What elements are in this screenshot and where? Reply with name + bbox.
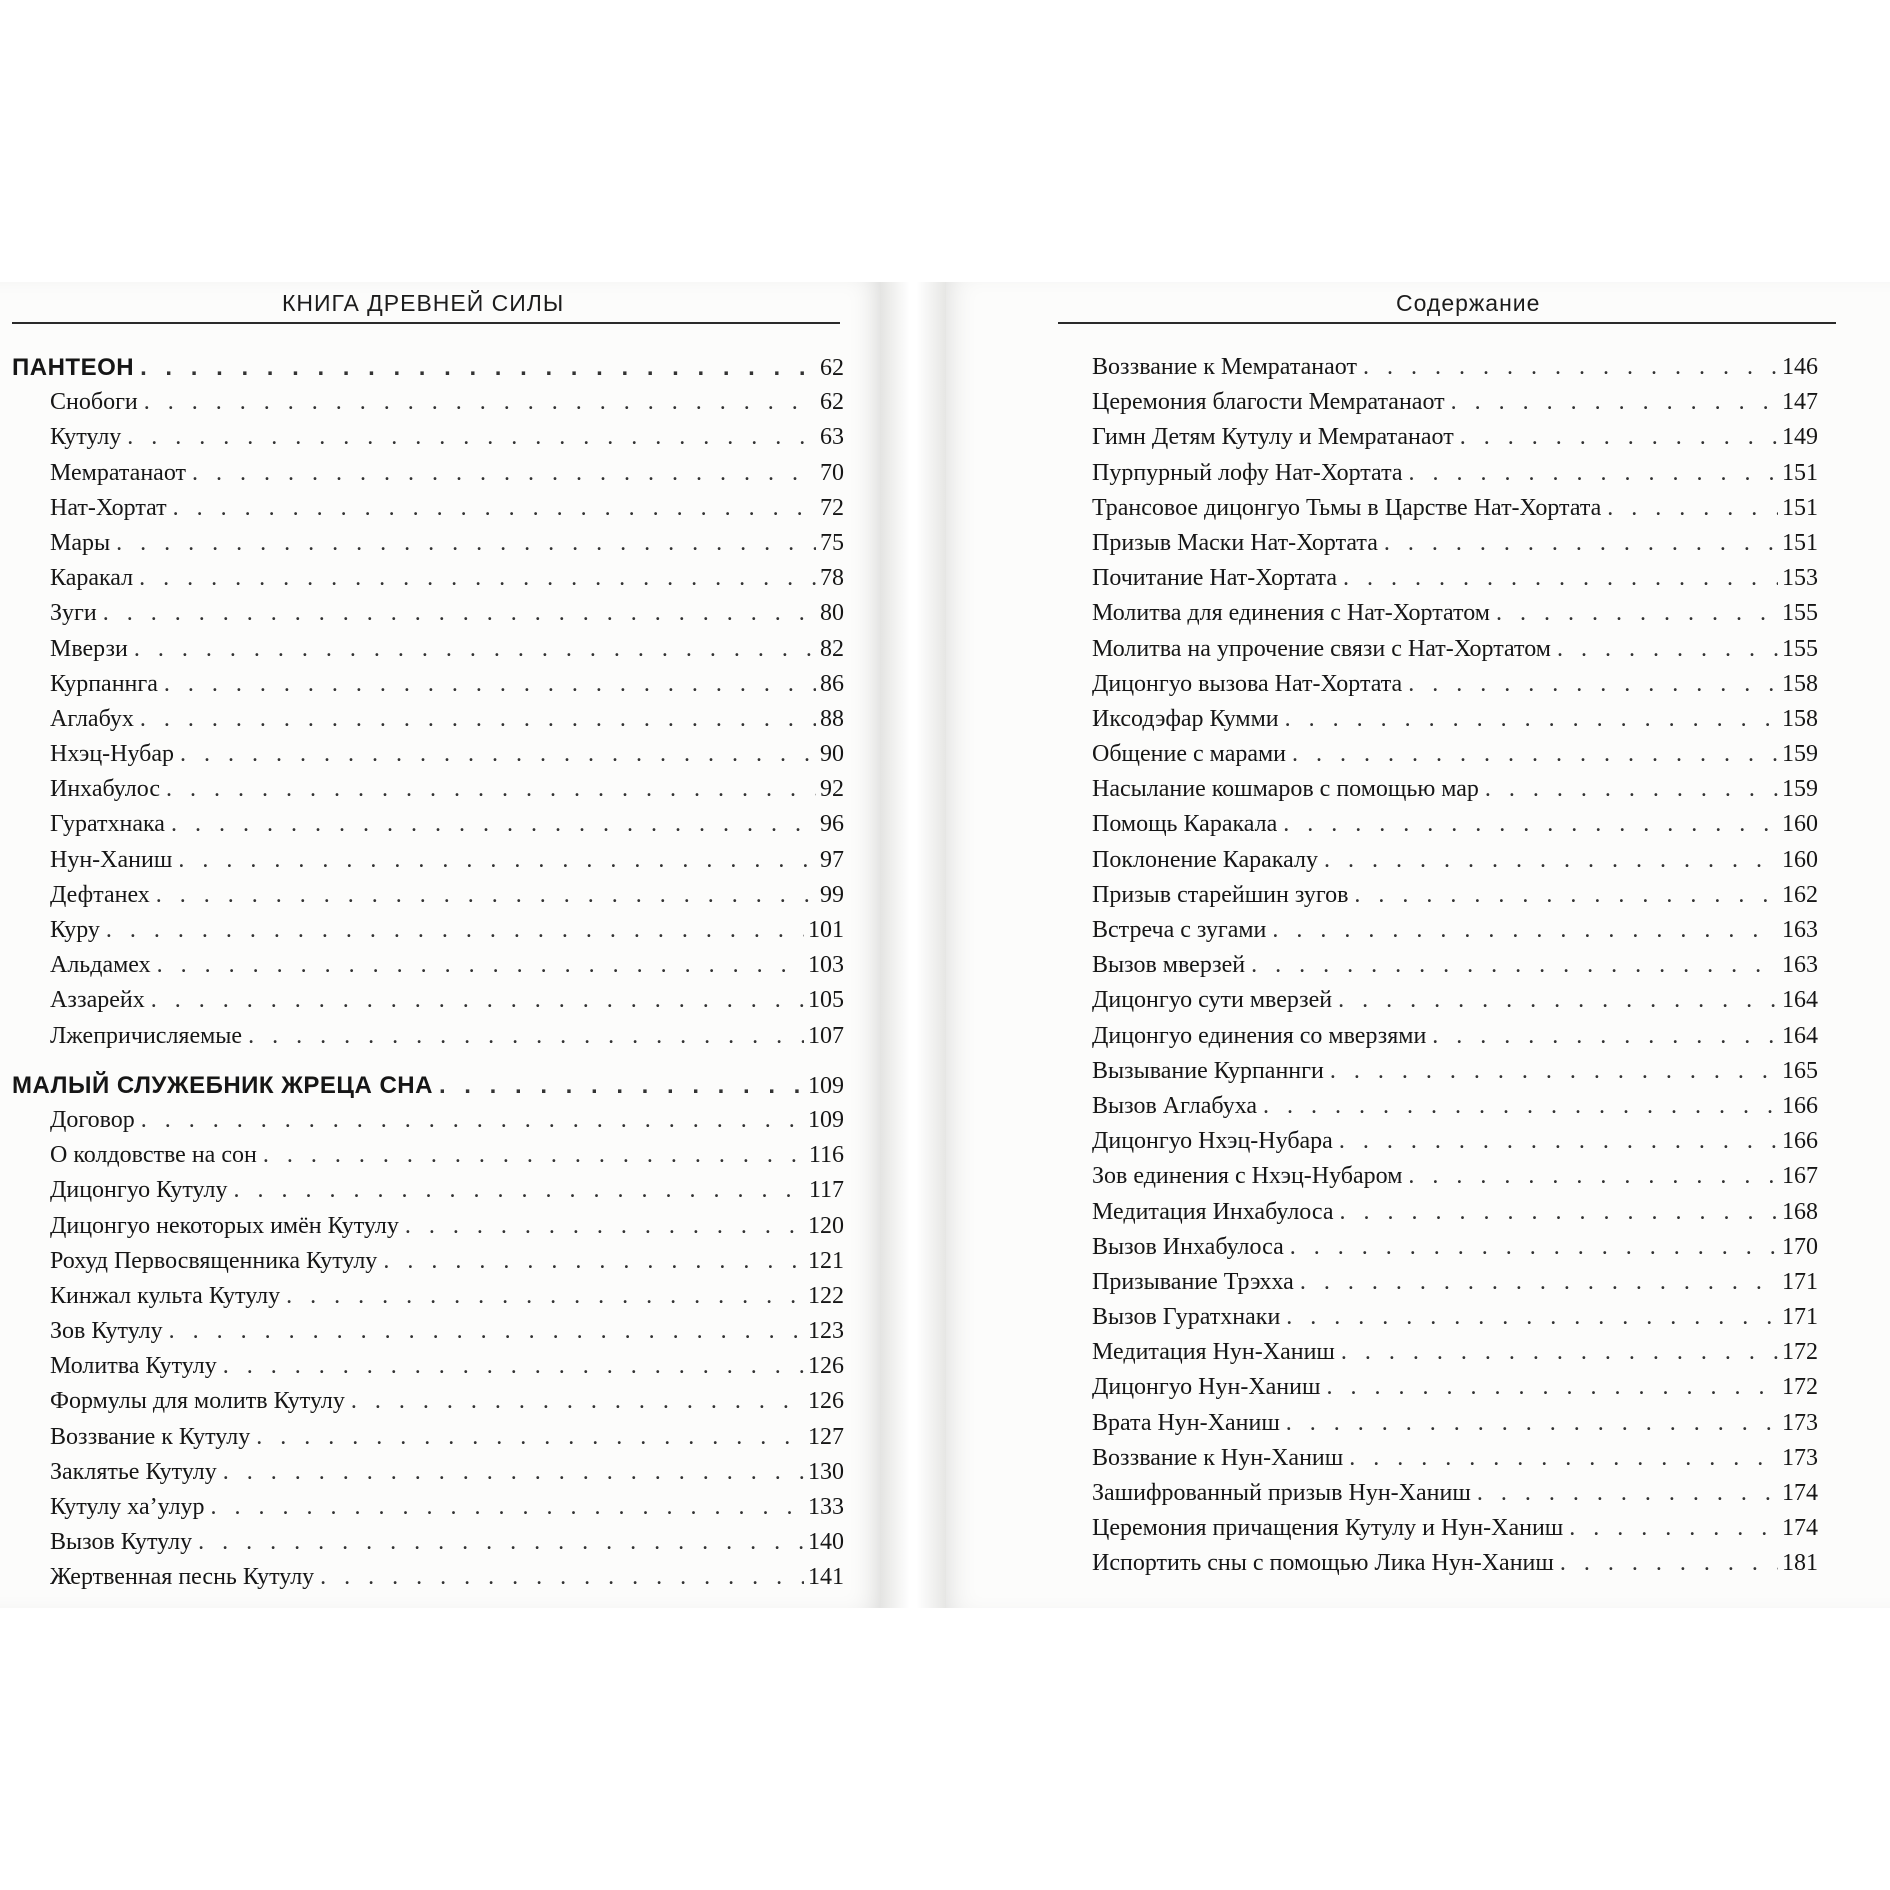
toc-entry[interactable] — [12, 561, 844, 596]
toc-entry-title: Молитва для единения с Нат-Хортатом — [1092, 600, 1490, 627]
toc-entry-title: Дицонгуо сути мверзей — [1092, 987, 1333, 1014]
toc-entry-title: Аглабух — [50, 705, 134, 732]
toc-page-number: 172 — [1782, 1339, 1818, 1366]
left-running-head: КНИГА ДРЕВНЕЙ СИЛЫ — [282, 290, 565, 316]
toc-entry[interactable] — [1092, 1089, 1818, 1124]
dot-leader — [151, 983, 804, 1018]
dot-leader — [1326, 1370, 1778, 1405]
toc-page-number: 127 — [808, 1423, 844, 1450]
toc-entry-title: Иксодэфар Кумми — [1092, 705, 1279, 732]
dot-leader — [1569, 1511, 1778, 1546]
dot-leader — [157, 948, 804, 983]
toc-page-number: 62 — [820, 389, 844, 416]
dot-leader — [139, 561, 816, 596]
toc-page-number: 126 — [808, 1353, 844, 1380]
toc-entry-title: Дицонгуо вызова Нат-Хортата — [1092, 670, 1403, 697]
dot-leader — [173, 491, 816, 526]
toc-page-number: 163 — [1782, 917, 1818, 943]
toc-entry[interactable] — [12, 1560, 844, 1595]
dot-leader — [1286, 1300, 1778, 1335]
toc-entry-title: Вызов Аглабуха — [1092, 1092, 1258, 1119]
dot-leader — [134, 632, 816, 667]
toc-entry-title: Кинжал культа Кутулу — [50, 1282, 281, 1309]
dot-leader — [116, 526, 816, 561]
toc-entry-title: Дицонгуо единения со мверзями — [1092, 1022, 1427, 1049]
left-table-of-contents — [12, 350, 844, 1596]
toc-page-number: 109 — [808, 1072, 844, 1099]
toc-page-number: 107 — [808, 1022, 844, 1049]
toc-entry-title: Дицонгуо Нхэц-Нубара — [1092, 1128, 1333, 1155]
toc-page-number: 151 — [1782, 529, 1818, 556]
toc-page-number: 181 — [1782, 1550, 1818, 1577]
dot-leader — [211, 1490, 804, 1525]
toc-entry-title: ПАНТЕОН — [12, 354, 135, 381]
toc-entry[interactable] — [12, 913, 844, 948]
dot-leader — [1339, 1124, 1778, 1159]
toc-entry[interactable] — [12, 772, 844, 807]
toc-page-number: 164 — [1782, 1022, 1818, 1049]
toc-entry-title: Зов единения с Нхэц-Нубаром — [1092, 1163, 1403, 1190]
toc-page-number: 86 — [820, 670, 844, 697]
toc-entry-title: Гуратхнака — [50, 811, 165, 838]
toc-entry-title: Договор — [50, 1106, 135, 1133]
toc-page-number: 75 — [820, 529, 844, 556]
toc-entry-title: Молитва на упрочение связи с Нат-Хортатом — [1092, 635, 1551, 662]
dot-leader — [1477, 1476, 1778, 1511]
dot-leader — [1292, 737, 1778, 772]
toc-entry-title: Вызывание Курпаннги — [1092, 1057, 1324, 1084]
dot-leader — [1263, 1089, 1778, 1124]
dot-leader — [1432, 1019, 1778, 1054]
toc-entry[interactable] — [1092, 702, 1818, 737]
toc-entry[interactable] — [12, 807, 844, 842]
toc-page-number: 174 — [1782, 1515, 1818, 1542]
toc-entry-title: Мары — [50, 529, 111, 556]
toc-entry[interactable] — [1092, 1159, 1818, 1194]
toc-page-number: 146 — [1782, 354, 1818, 380]
toc-entry-title: Молитва Кутулу — [50, 1353, 217, 1380]
toc-entry[interactable] — [1092, 456, 1818, 491]
dot-leader — [1343, 561, 1778, 596]
toc-page-number: 82 — [820, 635, 844, 662]
toc-page-number: 172 — [1782, 1374, 1818, 1401]
dot-leader — [178, 843, 816, 878]
toc-entry[interactable] — [12, 1173, 844, 1208]
book-gutter — [880, 282, 946, 1608]
dot-leader — [1557, 632, 1778, 667]
toc-page-number: 165 — [1782, 1057, 1818, 1084]
toc-entry[interactable] — [12, 737, 844, 772]
toc-page-number: 158 — [1782, 705, 1818, 732]
toc-entry[interactable] — [1092, 1054, 1818, 1089]
toc-entry[interactable] — [12, 948, 844, 983]
toc-entry[interactable] — [1092, 1335, 1818, 1370]
toc-page-number: 105 — [808, 987, 844, 1014]
toc-page-number: 70 — [820, 459, 844, 486]
dot-leader — [103, 596, 816, 631]
toc-entry[interactable] — [1092, 1230, 1818, 1265]
toc-entry[interactable] — [12, 420, 844, 455]
toc-entry[interactable] — [12, 1138, 844, 1173]
toc-entry[interactable] — [12, 632, 844, 667]
dot-leader — [256, 1420, 804, 1455]
dot-leader — [106, 913, 804, 948]
toc-entry[interactable] — [1092, 561, 1818, 596]
dot-leader — [1384, 526, 1778, 561]
toc-entry[interactable] — [1092, 1441, 1818, 1476]
toc-page-number: 159 — [1782, 776, 1818, 803]
toc-entry-title: Жертвенная песнь Кутулу — [50, 1564, 315, 1591]
toc-entry-title: Мверзи — [50, 635, 128, 662]
dot-leader — [192, 456, 816, 491]
dot-leader — [263, 1138, 805, 1173]
toc-entry[interactable] — [12, 596, 844, 631]
toc-entry[interactable] — [12, 1244, 844, 1279]
dot-leader — [223, 1349, 804, 1384]
toc-entry[interactable] — [1092, 1546, 1818, 1581]
toc-page-number: 109 — [808, 1106, 844, 1133]
dot-leader — [1324, 843, 1778, 878]
dot-leader — [180, 737, 816, 772]
dot-leader — [1338, 983, 1778, 1018]
dot-leader — [1272, 913, 1778, 948]
toc-entry-title: Вызов Инхабулоса — [1092, 1233, 1284, 1260]
toc-entry-title: Кутулу ха’улур — [50, 1494, 205, 1520]
toc-entry-title: Трансовое дицонгуо Тьмы в Царстве Нат-Хортата — [1092, 494, 1602, 521]
toc-entry[interactable] — [12, 1019, 844, 1054]
toc-page-number: 173 — [1782, 1409, 1818, 1436]
toc-entry-title: Почитание Нат-Хортата — [1092, 565, 1337, 592]
toc-entry[interactable] — [12, 1525, 844, 1560]
dot-leader — [248, 1019, 804, 1054]
toc-section-heading[interactable] — [12, 350, 844, 385]
toc-page-number: 168 — [1782, 1198, 1818, 1225]
toc-page-number: 171 — [1782, 1268, 1818, 1295]
toc-entry-title: Дефтанех — [50, 881, 150, 908]
toc-entry-title: Зов Кутулу — [50, 1318, 163, 1345]
toc-page-number: 149 — [1782, 424, 1818, 451]
toc-page-number: 167 — [1782, 1163, 1818, 1190]
toc-entry[interactable] — [12, 491, 844, 526]
toc-page-number: 170 — [1782, 1233, 1818, 1260]
toc-page-number: 155 — [1782, 600, 1818, 627]
toc-entry-title: Альдамех — [50, 952, 151, 979]
toc-entry[interactable] — [1092, 632, 1818, 667]
dot-leader — [1290, 1230, 1778, 1265]
toc-entry[interactable] — [12, 843, 844, 878]
left-header-rule — [12, 322, 840, 324]
toc-entry[interactable] — [1092, 737, 1818, 772]
toc-entry[interactable] — [1092, 596, 1818, 631]
dot-leader — [233, 1173, 804, 1208]
dot-leader — [1408, 1159, 1778, 1194]
toc-entry-title: Аззарейх — [50, 987, 145, 1014]
toc-entry-title: Дицонгуо Кутулу — [50, 1177, 228, 1204]
toc-entry[interactable] — [1092, 1370, 1818, 1405]
toc-page-number: 121 — [808, 1247, 844, 1274]
dot-leader — [286, 1279, 804, 1314]
toc-page-number: 126 — [808, 1388, 844, 1415]
toc-page-number: 159 — [1782, 741, 1818, 768]
toc-entry-title: Медитация Инхабулоса — [1092, 1198, 1334, 1225]
dot-leader — [1451, 385, 1778, 420]
dot-leader — [1341, 1335, 1778, 1370]
toc-entry[interactable] — [12, 1349, 844, 1384]
toc-entry[interactable] — [1092, 913, 1818, 948]
toc-entry-title: Заклятье Кутулу — [50, 1458, 217, 1485]
toc-page-number: 88 — [820, 705, 844, 732]
dot-leader — [1460, 420, 1778, 455]
dot-leader — [223, 1455, 804, 1490]
dot-leader — [439, 1068, 804, 1103]
toc-page-number: 78 — [820, 565, 844, 592]
toc-page-number: 80 — [820, 600, 844, 627]
toc-entry-title: Инхабулос — [50, 776, 160, 803]
toc-entry[interactable] — [1092, 983, 1818, 1018]
toc-page-number: 162 — [1782, 881, 1818, 908]
right-table-of-contents — [1092, 350, 1818, 1582]
dot-leader — [1349, 1441, 1778, 1476]
toc-entry-title: Воззвание к Нун-Ханиш — [1092, 1444, 1344, 1471]
toc-entry[interactable] — [1092, 1124, 1818, 1159]
toc-entry[interactable] — [1092, 1265, 1818, 1300]
toc-entry-title: Насылание кошмаров с помощью мар — [1092, 776, 1479, 803]
toc-entry[interactable] — [1092, 1195, 1818, 1230]
toc-entry[interactable] — [12, 1455, 844, 1490]
toc-entry[interactable] — [1092, 1476, 1818, 1511]
toc-entry[interactable] — [12, 526, 844, 561]
toc-page-number: 173 — [1782, 1444, 1818, 1471]
toc-entry-title: Лжепричисляемые — [50, 1022, 243, 1049]
toc-page-number: 164 — [1782, 987, 1818, 1014]
toc-page-number: 151 — [1782, 494, 1818, 521]
toc-page-number: 116 — [808, 1142, 844, 1169]
dot-leader — [405, 1209, 804, 1244]
toc-page-number: 160 — [1782, 811, 1818, 838]
toc-entry-title: Испортить сны с помощью Лика Нун-Ханиш — [1092, 1550, 1554, 1577]
toc-entry[interactable] — [12, 1384, 844, 1419]
toc-page-number: 130 — [808, 1458, 844, 1485]
toc-entry[interactable] — [12, 878, 844, 913]
dot-leader — [156, 878, 816, 913]
toc-entry[interactable] — [1092, 1406, 1818, 1441]
toc-page-number: 147 — [1782, 389, 1818, 416]
toc-page-number: 123 — [808, 1318, 844, 1345]
toc-entry[interactable] — [12, 1103, 844, 1138]
toc-page-number: 103 — [808, 952, 844, 979]
toc-page-number: 140 — [808, 1529, 844, 1556]
toc-page-number: 90 — [820, 741, 844, 768]
toc-entry[interactable] — [1092, 667, 1818, 702]
dot-leader — [1496, 596, 1778, 631]
dot-leader — [1560, 1546, 1778, 1581]
toc-entry-title: Призыв старейшин зугов — [1092, 881, 1349, 908]
toc-entry-title: Медитация Нун-Ханиш — [1092, 1339, 1335, 1366]
toc-entry-title: МАЛЫЙ СЛУЖЕБНИК ЖРЕЦА СНА — [12, 1071, 433, 1099]
toc-entry-title: Вызов мверзей — [1092, 952, 1246, 979]
toc-entry[interactable] — [1092, 1300, 1818, 1335]
toc-page-number: 174 — [1782, 1480, 1818, 1506]
dot-leader — [166, 772, 816, 807]
dot-leader — [127, 420, 816, 455]
toc-entry-title: Курпаннга — [50, 670, 158, 697]
toc-entry-title: Церемония причащения Кутулу и Нун-Ханиш — [1092, 1515, 1564, 1542]
toc-page-number: 166 — [1782, 1092, 1818, 1119]
dot-leader — [1485, 772, 1778, 807]
dot-leader — [1340, 1195, 1779, 1230]
dot-leader — [1283, 807, 1778, 842]
dot-leader — [1607, 491, 1778, 526]
toc-entry[interactable] — [12, 1490, 844, 1525]
toc-entry[interactable] — [1092, 350, 1818, 385]
toc-page-number: 63 — [820, 424, 844, 451]
toc-entry[interactable] — [12, 667, 844, 702]
toc-entry-title: Рохуд Первосвященника Кутулу — [50, 1247, 378, 1274]
toc-entry-title: Общение с марами — [1092, 741, 1287, 768]
toc-page-number: 62 — [820, 355, 844, 381]
toc-entry[interactable] — [1092, 948, 1818, 983]
toc-entry[interactable] — [1092, 843, 1818, 878]
toc-page-number: 101 — [808, 917, 844, 943]
toc-entry-title: Каракал — [50, 565, 134, 592]
toc-entry-title: Помощь Каракала — [1092, 811, 1278, 838]
toc-page-number: 120 — [808, 1212, 844, 1239]
dot-leader — [1286, 1406, 1778, 1441]
dot-leader — [383, 1244, 804, 1279]
toc-entry[interactable] — [1092, 878, 1818, 913]
toc-page-number: 160 — [1782, 846, 1818, 873]
dot-leader — [198, 1525, 804, 1560]
toc-entry-title: Снобоги — [50, 389, 138, 416]
toc-page-number: 158 — [1782, 670, 1818, 697]
toc-page-number: 92 — [820, 776, 844, 803]
toc-page-number: 72 — [820, 494, 844, 521]
right-page — [946, 282, 1890, 1608]
toc-page-number: 122 — [808, 1282, 844, 1309]
toc-entry[interactable] — [12, 1314, 844, 1349]
toc-entry[interactable] — [12, 702, 844, 737]
toc-page-number: 153 — [1782, 565, 1818, 592]
toc-entry[interactable] — [1092, 491, 1818, 526]
dot-leader — [164, 667, 816, 702]
toc-entry-title: Мемратанаот — [50, 459, 186, 486]
toc-entry[interactable] — [1092, 1019, 1818, 1054]
toc-entry-title: Нат-Хортат — [50, 494, 167, 521]
dot-leader — [1251, 948, 1778, 983]
toc-entry-title: Призыв Маски Нат-Хортата — [1092, 529, 1378, 556]
dot-leader — [169, 1314, 804, 1349]
dot-leader — [320, 1560, 804, 1595]
dot-leader — [1300, 1265, 1778, 1300]
toc-entry-title: Врата Нун-Ханиш — [1092, 1409, 1280, 1436]
toc-entry[interactable] — [12, 385, 844, 420]
toc-entry-title: Пурпурный лофу Нат-Хортата — [1092, 459, 1403, 486]
toc-entry-title: Воззвание к Кутулу — [50, 1423, 251, 1450]
toc-entry-title: Зашифрованный призыв Нун-Ханиш — [1092, 1480, 1471, 1506]
dot-leader — [1408, 667, 1778, 702]
toc-entry[interactable] — [1092, 420, 1818, 455]
toc-page-number: 133 — [808, 1494, 844, 1520]
toc-entry-title: Призывание Трэхха — [1092, 1268, 1294, 1295]
toc-entry-title: О колдовстве на сон — [50, 1142, 257, 1169]
dot-leader — [1330, 1054, 1778, 1089]
toc-entry[interactable] — [12, 983, 844, 1018]
left-page — [0, 282, 880, 1608]
toc-entry[interactable] — [12, 1209, 844, 1244]
toc-entry-title: Дицонгуо Нун-Ханиш — [1092, 1374, 1321, 1401]
toc-entry[interactable] — [1092, 1511, 1818, 1546]
toc-page-number: 141 — [808, 1564, 844, 1591]
toc-entry[interactable] — [12, 1279, 844, 1314]
toc-entry[interactable] — [1092, 807, 1818, 842]
right-header-rule — [1058, 322, 1836, 324]
toc-page-number: 117 — [808, 1177, 844, 1204]
toc-entry-title: Церемония благости Мемратанаот — [1092, 389, 1445, 416]
toc-entry-title: Нхэц-Нубар — [50, 741, 175, 768]
dot-leader — [140, 350, 816, 385]
toc-entry-title: Встреча с зугами — [1092, 917, 1267, 943]
dot-leader — [351, 1384, 804, 1419]
toc-page-number: 151 — [1782, 459, 1818, 486]
toc-page-number: 155 — [1782, 635, 1818, 662]
dot-leader — [1363, 350, 1778, 385]
toc-entry-title: Вызов Кутулу — [50, 1529, 193, 1556]
toc-entry-title: Гимн Детям Кутулу и Мемратанаот — [1092, 424, 1454, 451]
toc-entry-title: Кутулу — [50, 424, 122, 451]
dot-leader — [1285, 702, 1778, 737]
right-running-head: Содержание — [1396, 290, 1541, 316]
toc-entry-title: Дицонгуо некоторых имён Кутулу — [50, 1212, 399, 1239]
toc-page-number: 171 — [1782, 1304, 1818, 1331]
toc-section-heading[interactable] — [12, 1068, 844, 1103]
toc-entry[interactable] — [1092, 772, 1818, 807]
toc-entry-title: Куру — [50, 917, 100, 943]
toc-entry[interactable] — [1092, 526, 1818, 561]
dot-leader — [171, 807, 816, 842]
dot-leader — [144, 385, 816, 420]
toc-entry-title: Воззвание к Мемратанаот — [1092, 354, 1357, 380]
toc-entry-title: Зуги — [50, 600, 97, 627]
toc-entry[interactable] — [1092, 385, 1818, 420]
toc-page-number: 97 — [820, 846, 844, 873]
toc-page-number: 96 — [820, 811, 844, 838]
dot-leader — [141, 1103, 804, 1138]
dot-leader — [1354, 878, 1778, 913]
toc-entry-title: Нун-Ханиш — [50, 846, 173, 873]
toc-entry-title: Поклонение Каракалу — [1092, 846, 1318, 873]
dot-leader — [1409, 456, 1778, 491]
toc-page-number: 163 — [1782, 952, 1818, 979]
toc-page-number: 99 — [820, 881, 844, 908]
toc-entry-title: Формулы для молитв Кутулу — [50, 1388, 345, 1415]
toc-entry[interactable] — [12, 456, 844, 491]
dot-leader — [140, 702, 816, 737]
toc-entry-title: Вызов Гуратхнаки — [1092, 1304, 1281, 1331]
toc-page-number: 166 — [1782, 1128, 1818, 1155]
toc-entry[interactable] — [12, 1420, 844, 1455]
